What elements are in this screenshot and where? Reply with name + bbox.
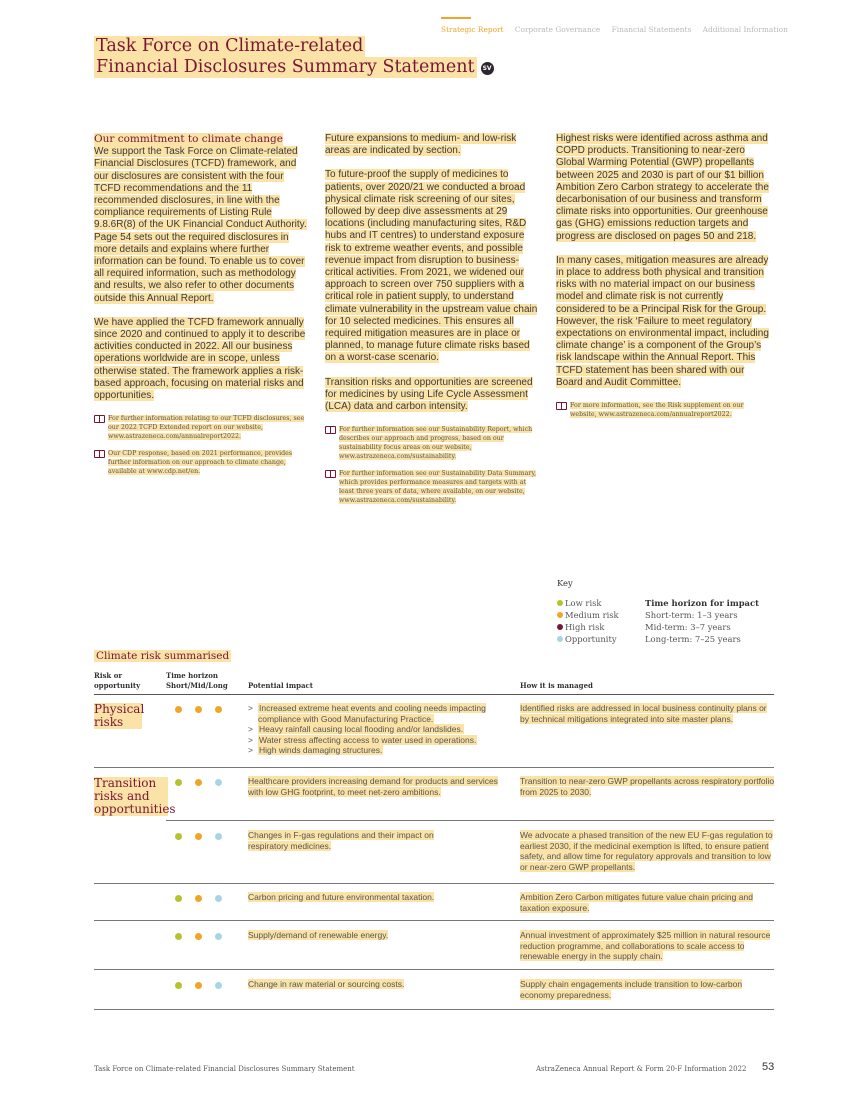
col3-note-1-text: For more information, see the Risk supplement on our website, www.astrazeneca.com/annualreport2022. xyxy=(570,402,744,419)
medium-risk-dot-icon xyxy=(195,982,202,989)
key-low-risk xyxy=(557,597,645,609)
col1-note-2 xyxy=(94,449,311,476)
time-horizon-title: Time horizon for impact xyxy=(645,598,759,608)
header-divider xyxy=(94,694,774,695)
low-risk-dot-icon xyxy=(557,600,563,606)
key-title: Key xyxy=(557,578,573,588)
low-risk-dot-icon xyxy=(175,933,182,940)
impact-text: Healthcare providers increasing demand for products and services with low GHG footprint, to meet net-zero ambitions. xyxy=(248,776,498,797)
key-high-risk-label: High risk xyxy=(565,622,605,632)
transition-row-1-dots xyxy=(175,779,235,786)
transition-row-2-dots xyxy=(175,833,235,840)
key-low-risk-label: Low risk xyxy=(565,598,602,608)
climate-risk-summary-title: Climate risk summarised xyxy=(96,650,230,662)
physical-dots xyxy=(175,706,235,713)
physical-impacts xyxy=(248,703,508,756)
nav-additional-information[interactable]: Additional Information xyxy=(702,25,788,34)
impact-text: Heavy rainfall causing local flooding and/or landslides. xyxy=(259,724,464,734)
col1-paragraph-2: We have applied the TCFD framework annually since 2020 and continued to apply it to describe activities conducted in 2022. All our business operations worldwide are in scope, unless otherwise stated. The framework applies a risk-based approach, focusing on material risks and opportunities. xyxy=(94,316,306,402)
key-medium-risk xyxy=(557,609,645,621)
transition-row-4-impact xyxy=(248,930,508,941)
list-item xyxy=(248,745,508,756)
short-term-label: Short-term: 1–3 years xyxy=(645,610,738,620)
transition-row-5-dots xyxy=(175,982,235,989)
book-icon xyxy=(325,426,336,434)
physical-risks-label: Physical risks xyxy=(94,702,145,729)
managed-text: Ambition Zero Carbon mitigates future value chain pricing and taxation exposure. xyxy=(520,892,753,913)
column-1 xyxy=(94,133,311,484)
medium-risk-dot-icon xyxy=(195,779,202,786)
low-risk-dot-icon xyxy=(175,895,182,902)
header-time-horizon: Time horizon Short/Mid/Long xyxy=(166,671,228,690)
col3-note-1 xyxy=(556,401,771,419)
opportunity-dot-icon xyxy=(215,933,222,940)
medium-risk-dot-icon xyxy=(175,706,182,713)
col1-note-1-text: For further information relating to our TCFD disclosures, see our 2022 TCFD Extended report on our website, www.astrazeneca.com/annualreport2022. xyxy=(108,415,305,441)
transition-row-4-dots xyxy=(175,933,235,940)
legend-key xyxy=(557,578,777,645)
col2-paragraph-3: Transition risks and opportunities are screened for medicines by using Life Cycle Assessment (LCA) data and carbon intensity. xyxy=(325,376,533,413)
transition-row-5-managed xyxy=(520,979,776,1000)
top-navigation xyxy=(441,25,797,34)
list-item xyxy=(248,703,508,724)
header-how-managed: How it is managed xyxy=(520,681,593,690)
row-divider xyxy=(94,920,774,921)
low-risk-dot-icon xyxy=(175,833,182,840)
col2-note-2 xyxy=(325,469,538,505)
key-high-risk xyxy=(557,621,645,633)
impact-text: Changes in F-gas regulations and their impact on respiratory medicines. xyxy=(248,830,434,851)
page-title xyxy=(94,36,494,78)
medium-risk-dot-icon xyxy=(557,612,563,618)
transition-row-2-impact xyxy=(248,830,468,851)
header-risk: Risk or opportunity xyxy=(94,671,141,690)
high-risk-dot-icon xyxy=(557,624,563,630)
impact-text: High winds damaging structures. xyxy=(259,745,383,755)
col1-note-1 xyxy=(94,414,311,441)
col2-note-1 xyxy=(325,425,538,461)
col2-paragraph-1: Future expansions to medium- and low-risk areas are indicated by section. xyxy=(325,133,517,157)
medium-risk-dot-icon xyxy=(195,895,202,902)
managed-text: Identified risks are addressed in local business continuity plans or by technical mitigations integrated into site master plans. xyxy=(520,703,767,724)
nav-strategic-report[interactable]: Strategic Report xyxy=(441,25,504,34)
commitment-heading: Our commitment to climate change xyxy=(94,133,283,145)
key-opportunity-label: Opportunity xyxy=(565,634,617,644)
col1-note-2-text: Our CDP response, based on 2021 performance, provides further information on our approach to climate change, available at www.cdp.net/en. xyxy=(108,450,293,476)
managed-text: We advocate a phased transition of the new EU F-gas regulation to earliest 2030, if the medicinal exemption is lifted, to ensure patient safety, and allow time for regulatory approvals and transition to low or near-zero GWP propellants. xyxy=(520,830,773,872)
transition-row-3-managed xyxy=(520,892,776,913)
col2-paragraph-2: To future-proof the supply of medicines to patients, over 2020/21 we conducted a broad physical climate risk screening of our sites, followed by deep dive assessments at 29 locations (including manufacturing sites, R&D hubs and IT centres) to understand exposure risk to extreme weather events, and possible revenue impact from disruption to business-critical activities. From 2021, we widened our approach to screen over 750 suppliers with a critical role in patient supply, to understand climate vulnerability in the upstream value chain for 10 selected medicines. This ensures all required mitigation measures are in place or planned, to manage future climate risks based on a worst-case scenario. xyxy=(325,169,538,364)
title-line-2: Financial Disclosures Summary Statement xyxy=(96,57,475,77)
title-line-1: Task Force on Climate-related xyxy=(96,36,364,56)
sv-badge-icon: SV xyxy=(481,62,494,75)
row-divider xyxy=(94,883,774,884)
transition-row-3-dots xyxy=(175,895,235,902)
transition-row-3-impact xyxy=(248,892,508,903)
book-icon xyxy=(94,415,105,423)
book-icon xyxy=(325,470,336,478)
impact-text: Increased extreme heat events and cooling needs impacting compliance with Good Manufacturing Practice. xyxy=(258,703,486,724)
transition-row-2-managed xyxy=(520,830,776,872)
nav-financial-statements[interactable]: Financial Statements xyxy=(611,25,692,34)
col3-paragraph-2: In many cases, mitigation measures are already in place to address both physical and transition risks with no material impact on our business model and climate risk is not currently considered to be a Principal Risk for the Group. However, the risk ‘Failure to meet regulatory expectations on environmental impact, including climate change’ is a component of the Group’s risk landscape within the Annual Report. This TCFD statement has been shared with our Board and Audit Committee. xyxy=(556,254,769,388)
low-risk-dot-icon xyxy=(175,982,182,989)
opportunity-dot-icon xyxy=(215,895,222,902)
transition-row-5-impact xyxy=(248,979,508,990)
key-medium-risk-label: Medium risk xyxy=(565,610,619,620)
row-divider xyxy=(166,820,774,821)
col3-paragraph-1: Highest risks were identified across asthma and COPD products. Transitioning to near-zero Global Warming Potential (GWP) propellants between 2025 and 2030 is part of our $1 billion Ambition Zero Carbon strategy to accelerate the decarbonisation of our business and transform climate risks into opportunities. Our greenhouse gas (GHG) emissions reduction targets and progress are disclosed on pages 50 and 218. xyxy=(556,133,769,242)
managed-text: Supply chain engagements include transition to low-carbon economy preparedness. xyxy=(520,979,743,1000)
book-icon xyxy=(94,450,105,458)
managed-text: Transition to near-zero GWP propellants across respiratory portfolio from 2025 to 2030. xyxy=(520,776,775,797)
col2-note-2-text: For further information see our Sustainability Data Summary, which provides performance measures and targets with at least three years of data, where available, on our website, www.astrazeneca.com/sustainability. xyxy=(339,470,537,505)
list-item xyxy=(248,735,508,746)
opportunity-dot-icon xyxy=(215,833,222,840)
medium-risk-dot-icon xyxy=(195,706,202,713)
mid-term-label: Mid-term: 3–7 years xyxy=(645,622,731,632)
col2-note-1-text: For further information see our Sustainability Report, which describes our approach and progress, based on our sustainability focus areas on our website, www.astrazeneca.com/sustainability. xyxy=(339,426,533,461)
opportunity-dot-icon xyxy=(215,779,222,786)
list-item xyxy=(248,724,508,735)
transition-row-1-impact xyxy=(248,776,508,797)
row-divider xyxy=(94,969,774,970)
impact-text: Supply/demand of renewable energy. xyxy=(248,930,389,940)
transition-risks-label: Transition risks and opportunities xyxy=(94,776,176,816)
book-icon xyxy=(556,402,567,410)
transition-row-4-managed xyxy=(520,930,776,962)
opportunity-dot-icon xyxy=(215,982,222,989)
transition-row-1-managed xyxy=(520,776,776,797)
col1-paragraph-1: We support the Task Force on Climate-related Financial Disclosures (TCFD) framework, and our disclosures are consistent with the four TCFD recommendations and the 11 recommended disclosures, in line with the compliance requirements of Listing Rule 9.8.6R(8) of the UK Financial Conduct Authority. Page 54 sets out the required disclosures in more details and explains where further information can be found. To enable us to cover all required information, such as methodology and results, we also refer to other documents outside this Annual Report. xyxy=(94,146,307,304)
opportunity-dot-icon xyxy=(557,636,563,642)
physical-managed xyxy=(520,703,776,724)
row-divider xyxy=(94,767,774,768)
key-opportunity xyxy=(557,633,645,645)
nav-corporate-governance[interactable]: Corporate Governance xyxy=(514,25,601,34)
low-risk-dot-icon xyxy=(175,779,182,786)
impact-text: Change in raw material or sourcing costs. xyxy=(248,979,405,989)
page-number: 53 xyxy=(762,1061,775,1073)
long-term-label: Long-term: 7–25 years xyxy=(645,634,741,644)
impact-text: Carbon pricing and future environmental taxation. xyxy=(248,892,435,902)
table-bottom-divider xyxy=(94,1009,774,1010)
column-2 xyxy=(325,133,538,513)
impact-text: Water stress affecting access to water used in operations. xyxy=(259,734,477,745)
column-3 xyxy=(556,133,771,427)
managed-text: Annual investment of approximately $25 million in natural resource reduction programme, and collaborations to scale access to renewable energy in the supply chain. xyxy=(520,930,771,961)
footer-left: Task Force on Climate-related Financial Disclosures Summary Statement xyxy=(94,1065,355,1073)
medium-risk-dot-icon xyxy=(195,833,202,840)
footer-right: AstraZeneca Annual Report & Form 20-F Information 2022 xyxy=(536,1065,747,1073)
header-potential-impact: Potential impact xyxy=(248,681,314,690)
medium-risk-dot-icon xyxy=(195,933,202,940)
medium-risk-dot-icon xyxy=(215,706,222,713)
